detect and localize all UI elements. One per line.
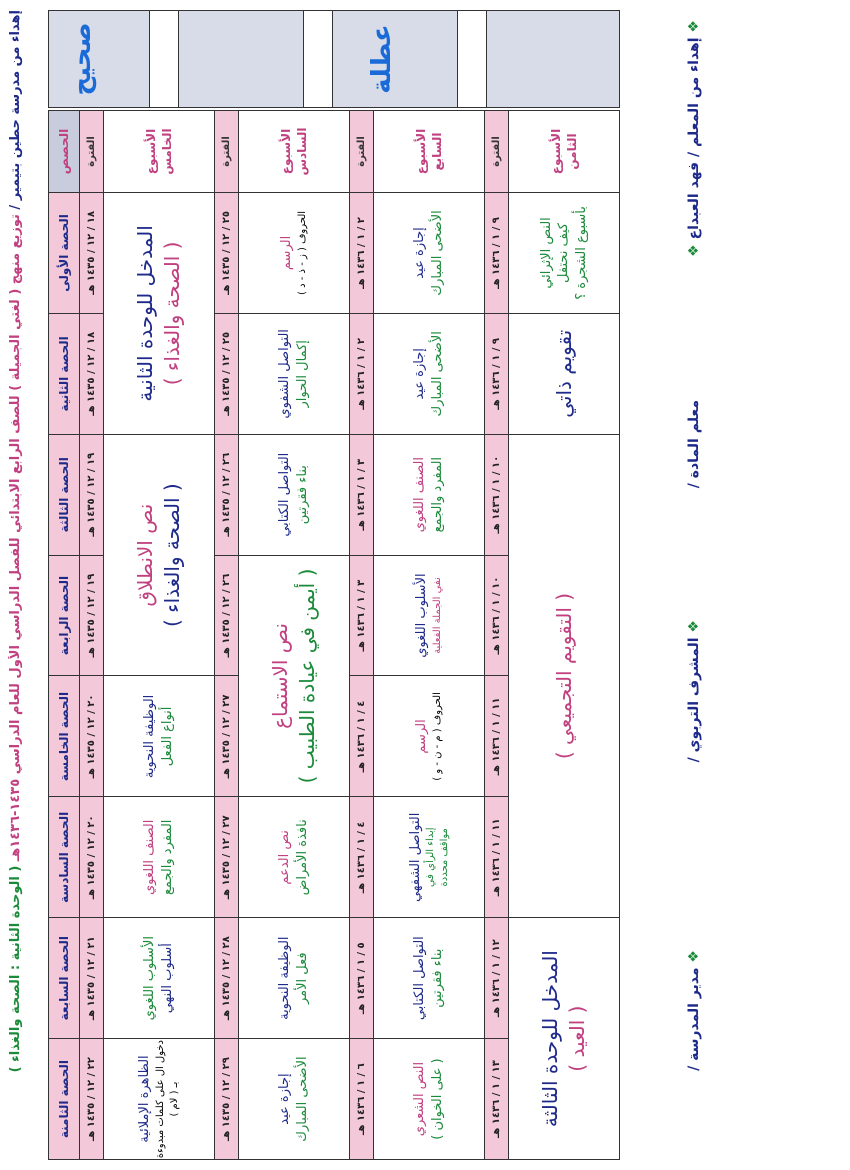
side-divider xyxy=(149,11,179,107)
lesson-subtitle: إكمال الحوار xyxy=(294,340,310,408)
header-prefix: إهداء من مدرسة حطين بتيمير / xyxy=(8,10,23,210)
week-label: الأسبوع الثامن xyxy=(509,111,620,193)
lesson-note: بأسبوع الشجرة ؟ xyxy=(573,206,589,300)
lesson-title: النص الشعري xyxy=(412,1061,428,1137)
lesson-subtitle: المفرد والجمع xyxy=(429,456,445,533)
lesson-title: ( التقويم التجميعي ) xyxy=(551,592,576,760)
lesson-subtitle: فعل الأمر xyxy=(294,952,310,1005)
lesson-cell xyxy=(374,434,485,555)
lesson-cell xyxy=(238,434,349,555)
lesson-subtitle: ( أيمن في عيادة الطبيب ) xyxy=(294,568,319,784)
lesson-title: التواصل الشفوي xyxy=(277,329,293,419)
date-cell: ٤ / ١ / ١٤٣٦ هـ xyxy=(349,797,373,918)
lesson-title: إجازة عيد xyxy=(412,227,428,279)
lesson-title: نص الانطلاق xyxy=(132,503,157,607)
date-cell: ٢٠ / ١٢ / ١٤٣٥ هـ xyxy=(79,676,103,797)
footer-teacher: ❖ إهداء من المعلم / فهد العبداع ❖ xyxy=(686,20,702,257)
lesson-title: الوظيفة النحوية xyxy=(142,694,158,779)
side-divider xyxy=(303,11,333,107)
week6-content-row xyxy=(238,111,349,1160)
lesson-title: الرسم xyxy=(414,719,430,754)
sessions-header-row xyxy=(49,111,80,1160)
header-title: توزيع منهج ( لغتي الجميلة ) للصف الرابع الابتدائي للفصل الدراسي الأول للعام الدراسي ١٤٣٥-١٤٣٦هـ xyxy=(8,214,23,862)
session-header: الحصة الخامسة xyxy=(49,676,80,797)
lesson-title: المدخل للوحدة الثالثة xyxy=(538,950,563,1128)
week8-dates-row xyxy=(484,111,508,1160)
period-label: الفترة xyxy=(349,111,373,193)
date-cell: ٢٦ / ١٢ / ١٤٣٥ هـ xyxy=(214,555,238,676)
lesson-subtitle: أسلوب النهي xyxy=(159,943,175,1014)
side-column xyxy=(48,10,620,108)
date-cell: ١٨ / ١٢ / ١٤٣٥ هـ xyxy=(79,313,103,434)
lesson-title: الأسلوب اللغوي xyxy=(414,573,430,658)
lesson-subtitle: ( الصحة والغذاء ) xyxy=(159,483,184,627)
lesson-title: نص الاستماع xyxy=(267,623,292,729)
date-cell: ١٢ / ١ / ١٤٣٦ هـ xyxy=(484,918,508,1039)
lesson-subtitle: بناء فقرتين xyxy=(294,465,310,525)
footer-principal: ❖ مدير المدرسة / xyxy=(686,950,702,1071)
date-cell: ٢٩ / ١٢ / ١٤٣٥ هـ xyxy=(214,1039,238,1160)
week-label: الأسبوع السادس xyxy=(238,111,349,193)
week6-dates-row xyxy=(214,111,238,1160)
period-label: الفترة xyxy=(214,111,238,193)
lesson-subtitle: الحروف ( م - ن - و ) xyxy=(431,692,443,781)
lesson-subtitle: ( على الخوان ) xyxy=(429,1058,445,1140)
date-cell: ٢٧ / ١٢ / ١٤٣٥ هـ xyxy=(214,676,238,797)
lesson-cell xyxy=(374,797,485,918)
lesson-cell xyxy=(238,918,349,1039)
lesson-cell xyxy=(374,1039,485,1160)
lesson-title: الظاهرة الإملائية xyxy=(137,1055,153,1143)
date-cell: ٢٠ / ١٢ / ١٤٣٥ هـ xyxy=(79,797,103,918)
date-cell: ٥ / ١ / ١٤٣٦ هـ xyxy=(349,918,373,1039)
session-header: الحصة الرابعة xyxy=(49,555,80,676)
date-cell: ٢٥ / ١٢ / ١٤٣٥ هـ xyxy=(214,193,238,314)
date-cell: ١٠ / ١ / ١٤٣٦ هـ xyxy=(484,434,508,555)
footer-subject: معلم المادة / xyxy=(686,400,702,489)
lesson-title: النص الإثرائي xyxy=(538,217,554,289)
date-cell: ٢٨ / ١٢ / ١٤٣٥ هـ xyxy=(214,918,238,1039)
lesson-note: مواقف محددة xyxy=(438,828,450,887)
lesson-subtitle: الحروف ( ز - ذ - د ) xyxy=(296,210,308,295)
lesson-subtitle: الأضحى المبارك xyxy=(294,1056,310,1142)
lesson-title: تقويم ذاتي xyxy=(551,329,576,418)
lesson-cell xyxy=(374,676,485,797)
lesson-subtitle: ( الصحة والغذاء ) xyxy=(159,241,184,386)
lesson-cell xyxy=(103,193,214,435)
lesson-subtitle: الأضحى المبارك xyxy=(429,210,445,296)
lesson-subtitle: دخول ال على كلمات مبدوءة بـ ( لام ) xyxy=(155,1039,180,1159)
week7-dates-row xyxy=(349,111,373,1160)
lesson-cell xyxy=(374,313,485,434)
lesson-subtitle: نفي الجملة الفعلية xyxy=(431,577,443,654)
date-cell: ٣ / ١ / ١٤٣٦ هـ xyxy=(349,555,373,676)
week5-content-row xyxy=(103,111,214,1160)
date-cell: ٢ / ١ / ١٤٣٦ هـ xyxy=(349,313,373,434)
lesson-title: الرسم xyxy=(279,235,295,271)
lesson-cell xyxy=(238,1039,349,1160)
date-cell: ١١ / ١ / ١٤٣٦ هـ xyxy=(484,797,508,918)
lesson-cell xyxy=(238,555,349,797)
session-header: الحصة السابعة xyxy=(49,918,80,1039)
lesson-cell xyxy=(103,1039,214,1160)
date-cell: ٢٥ / ١٢ / ١٤٣٥ هـ xyxy=(214,313,238,434)
lesson-title: التواصل الكتابي xyxy=(412,936,428,1021)
lesson-subtitle: إبداء الرأي في xyxy=(425,827,437,888)
lesson-title: إجازة عيد xyxy=(277,1073,293,1125)
lesson-cell xyxy=(374,193,485,314)
date-cell: ٩ / ١ / ١٤٣٦ هـ xyxy=(484,313,508,434)
date-cell: ٩ / ١ / ١٤٣٦ هـ xyxy=(484,193,508,314)
week5-dates-row xyxy=(79,111,103,1160)
lesson-cell xyxy=(509,193,620,314)
lesson-title: الصنف اللغوي xyxy=(142,819,158,896)
week7-content-row xyxy=(374,111,485,1160)
lesson-title: الصنف اللغوي xyxy=(412,456,428,533)
lesson-title: التواصل الكتابي xyxy=(277,452,293,537)
lesson-cell xyxy=(103,676,214,797)
date-cell: ٢١ / ١٢ / ١٤٣٥ هـ xyxy=(79,918,103,1039)
lesson-cell xyxy=(238,313,349,434)
period-label: الفترة xyxy=(79,111,103,193)
lesson-cell xyxy=(238,797,349,918)
lesson-subtitle: بناء فقرتين xyxy=(429,948,445,1008)
week8-content-row xyxy=(509,111,620,1160)
date-cell: ٣ / ١ / ١٤٣٦ هـ xyxy=(349,434,373,555)
lesson-subtitle: نافذة الأمراض xyxy=(294,819,310,896)
lesson-title: الوظيفة النحوية xyxy=(277,936,293,1020)
page-footer xyxy=(686,20,716,1150)
side-divider xyxy=(457,11,487,107)
date-cell: ٤ / ١ / ١٤٣٦ هـ xyxy=(349,676,373,797)
lesson-title: إجازة عيد xyxy=(412,348,428,400)
lesson-cell xyxy=(103,797,214,918)
lesson-subtitle: المفرد والجمع xyxy=(159,819,175,896)
lesson-cell xyxy=(509,434,620,918)
lesson-cell xyxy=(374,918,485,1039)
date-cell: ١٠ / ١ / ١٤٣٦ هـ xyxy=(484,555,508,676)
side-top-text: صحيح xyxy=(67,22,97,96)
date-cell: ٢ / ١ / ١٤٣٦ هـ xyxy=(349,193,373,314)
date-cell: ١٨ / ١٢ / ١٤٣٥ هـ xyxy=(79,193,103,314)
date-cell: ٦ / ١ / ١٤٣٦ هـ xyxy=(349,1039,373,1160)
lesson-cell xyxy=(238,193,349,314)
corner-label: الحصص xyxy=(49,111,80,193)
week-label: الأسبوع السابع xyxy=(374,111,485,193)
session-header: الحصة الثامنة xyxy=(49,1039,80,1160)
lesson-cell xyxy=(374,555,485,676)
date-cell: ٢٦ / ١٢ / ١٤٣٥ هـ xyxy=(214,434,238,555)
lesson-cell xyxy=(103,434,214,676)
session-header: الحصة الثالثة xyxy=(49,434,80,555)
session-header: الحصة السادسة xyxy=(49,797,80,918)
week-label: الأسبوع الخامس xyxy=(103,111,214,193)
lesson-title: المدخل للوحدة الثانية xyxy=(132,225,157,402)
schedule-table xyxy=(48,110,620,1160)
date-cell: ١٩ / ١٢ / ١٤٣٥ هـ xyxy=(79,434,103,555)
lesson-title: نص الدعم xyxy=(277,830,293,885)
lesson-cell xyxy=(103,918,214,1039)
date-cell: ١٣ / ١ / ١٤٣٦ هـ xyxy=(484,1039,508,1160)
header-unit: ( الوحدة الثانية : الصحة والغذاء ) xyxy=(8,865,23,1073)
session-header: الحصة الثانية xyxy=(49,313,80,434)
date-cell: ٢٧ / ١٢ / ١٤٣٥ هـ xyxy=(214,797,238,918)
session-header: الحصة الأولى xyxy=(49,193,80,314)
lesson-subtitle: كيف نحتفل xyxy=(556,222,572,283)
period-label: الفترة xyxy=(484,111,508,193)
date-cell: ١٩ / ١٢ / ١٤٣٥ هـ xyxy=(79,555,103,676)
page-header xyxy=(8,10,34,1160)
lesson-cell xyxy=(509,313,620,434)
lesson-subtitle: ( العيد ) xyxy=(565,1005,590,1072)
lesson-title: التواصل الشفهي xyxy=(407,812,423,903)
lesson-title: الأسلوب اللغوي xyxy=(142,936,158,1021)
date-cell: ١١ / ١ / ١٤٣٦ هـ xyxy=(484,676,508,797)
side-bottom-text: عطلة xyxy=(367,24,397,94)
lesson-subtitle: الأضحى المبارك xyxy=(429,331,445,417)
date-cell: ٢٢ / ١٢ / ١٤٣٥ هـ xyxy=(79,1039,103,1160)
lesson-subtitle: أنواع الفعل xyxy=(159,706,175,767)
lesson-cell xyxy=(509,918,620,1160)
footer-supervisor: ❖ المشرف التربوي / xyxy=(686,620,702,763)
